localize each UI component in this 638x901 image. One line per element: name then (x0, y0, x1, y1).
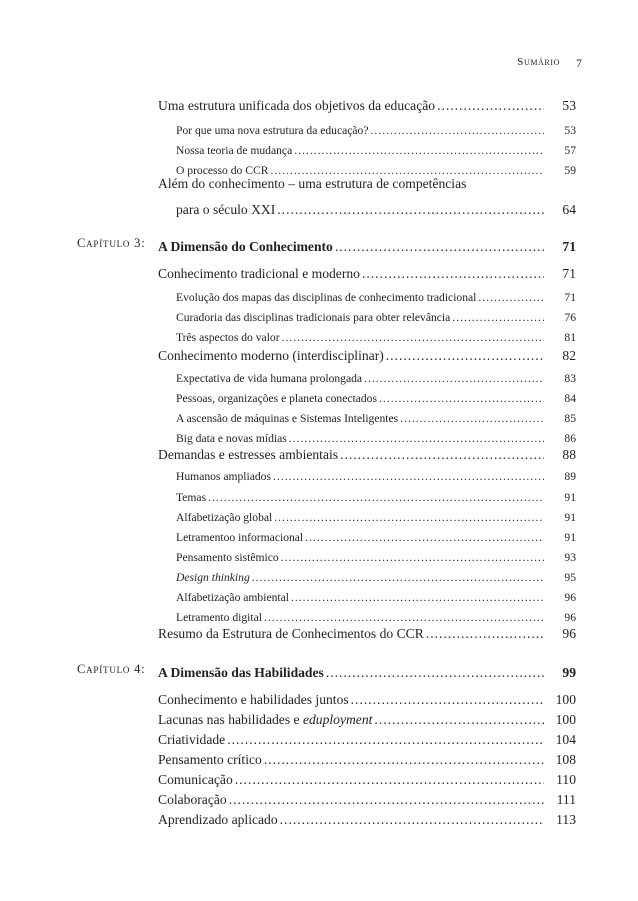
dot-leader (274, 511, 544, 524)
dot-leader (264, 752, 544, 768)
toc-entry-label: Conhecimento e habilidades juntos (158, 692, 349, 707)
toc-entry-page: 91 (564, 511, 576, 524)
toc-entry-page: 85 (564, 412, 576, 425)
toc-entry[interactable] (158, 808, 576, 828)
chapter-title: A Dimensão das Habilidades (158, 665, 324, 680)
chapter-page: 71 (562, 239, 576, 254)
dot-leader (374, 712, 544, 728)
toc-subentry[interactable] (158, 157, 576, 177)
toc-entry-page: 82 (562, 348, 576, 363)
dot-leader (426, 626, 544, 642)
toc-entry-page: 57 (564, 144, 576, 157)
toc-entry-page: 100 (555, 712, 576, 727)
toc-entry-label: Letramento digital (176, 611, 262, 624)
toc-entry[interactable] (158, 94, 576, 114)
dot-leader (281, 551, 544, 564)
toc-entry-label (158, 712, 372, 728)
dot-leader (437, 98, 544, 114)
toc-entry-label-cont: para o século XXI (176, 202, 276, 217)
toc-entry-label: Nossa teoria de mudança (176, 144, 293, 157)
toc-entry-page: 53 (564, 124, 576, 137)
toc-entry-page: 89 (564, 470, 576, 483)
dot-leader (351, 692, 544, 708)
chapter-entry[interactable] (158, 235, 576, 255)
toc-entry[interactable] (158, 344, 576, 364)
toc-entry[interactable] (158, 262, 576, 282)
toc-entry-label: Conhecimento tradicional e moderno (158, 266, 360, 281)
dot-leader (335, 239, 544, 255)
dot-leader (227, 732, 544, 748)
toc-subentry[interactable] (158, 524, 576, 544)
toc-entry-page: 96 (562, 626, 576, 641)
toc-entry-label: Comunicação (158, 772, 233, 787)
toc-entry-page: 110 (556, 772, 576, 787)
running-head (0, 56, 638, 76)
toc-entry-label: Design thinking (176, 571, 250, 584)
dot-leader (400, 412, 544, 425)
dot-leader (229, 792, 544, 808)
toc-entry[interactable] (158, 622, 576, 642)
toc-entry-label: A ascensão de máquinas e Sistemas Inteligentes (176, 412, 399, 425)
dot-leader (282, 331, 544, 344)
dot-leader (362, 266, 544, 282)
chapter-number-label: Capítulo 4: (77, 662, 146, 676)
toc-entry-label: Big data e novas mídias (176, 432, 287, 445)
toc-subentry[interactable] (158, 385, 576, 405)
toc-subentry[interactable] (158, 365, 576, 385)
toc-subentry[interactable] (158, 584, 576, 604)
toc-subentry[interactable] (158, 284, 576, 304)
dot-leader (326, 665, 544, 681)
toc-entry-label: Uma estrutura unificada dos objetivos da educação (158, 98, 436, 113)
toc-entry-label[interactable]: Além do conhecimento – uma estrutura de competências (158, 176, 467, 191)
toc-entry-label-text: Lacunas nas habilidades e (158, 712, 303, 727)
toc-entry[interactable] (158, 443, 576, 463)
toc-subentry[interactable] (158, 117, 576, 137)
toc-entry[interactable] (158, 198, 576, 218)
toc-entry-page: 95 (564, 571, 576, 584)
toc-entry-page: 86 (564, 432, 576, 445)
page-number: 7 (576, 56, 582, 70)
dot-leader (273, 470, 544, 483)
dot-leader (478, 291, 544, 304)
toc-entry-label: Resumo da Estrutura de Conhecimentos do CCR (158, 626, 424, 641)
toc-entry[interactable] (158, 748, 576, 768)
toc-entry-label: Curadoria das disciplinas tradicionais para obter relevância (176, 311, 451, 324)
toc-entry-page: 93 (564, 551, 576, 564)
toc-entry-page: 71 (564, 291, 576, 304)
toc-entry-label: Aprendizado aplicado (158, 812, 278, 827)
dot-leader (379, 392, 544, 405)
chapter-title: A Dimensão do Conhecimento (158, 239, 333, 254)
dot-leader (294, 144, 544, 157)
toc-entry-page: 111 (556, 792, 576, 807)
dot-leader (386, 348, 544, 364)
toc-entry-page: 104 (555, 732, 576, 747)
toc-entry-page: 59 (564, 164, 576, 177)
dot-leader (305, 531, 544, 544)
toc-entry-label: Por que uma nova estrutura da educação? (176, 124, 369, 137)
chapter-entry[interactable] (158, 661, 576, 681)
toc-entry-page: 71 (562, 266, 576, 281)
toc-entry-label: Pensamento crítico (158, 752, 262, 767)
toc-entry-page: 113 (556, 812, 576, 827)
toc-entry-label-italic: eduployment (302, 712, 373, 727)
toc-subentry[interactable] (158, 604, 576, 624)
toc-subentry[interactable] (158, 405, 576, 425)
toc-entry-page: 91 (564, 491, 576, 504)
dot-leader (235, 772, 544, 788)
toc-entry-label: Temas (176, 491, 207, 504)
toc-subentry[interactable] (158, 564, 576, 584)
toc-entry-page: 53 (562, 98, 576, 113)
dot-leader (252, 571, 544, 584)
toc-entry-page: 88 (562, 447, 576, 462)
toc-entry-label: Alfabetização global (176, 511, 273, 524)
toc-entry-label: Conhecimento moderno (interdisciplinar) (158, 348, 384, 363)
toc-entry-label: Colaboração (158, 792, 227, 807)
toc-entry[interactable] (158, 688, 576, 708)
toc-entry-label: Evolução dos mapas das disciplinas de conhecimento tradicional (176, 291, 477, 304)
toc-entry-label: Letramentoo informacional (176, 531, 304, 544)
toc-subentry[interactable] (158, 484, 576, 504)
toc-entry-label: Três aspectos do valor (176, 331, 280, 344)
toc-subentry[interactable] (158, 544, 576, 564)
toc-entry-label: Pensamento sistêmico (176, 551, 279, 564)
toc-entry-label: Humanos ampliados (176, 470, 271, 483)
toc-subentry[interactable] (158, 504, 576, 524)
dot-leader (280, 812, 544, 828)
dot-leader (291, 591, 544, 604)
toc-subentry[interactable] (158, 463, 576, 483)
toc-entry-page: 64 (562, 202, 576, 217)
toc-subentry[interactable] (158, 324, 576, 344)
dot-leader (208, 491, 544, 504)
dot-leader (452, 311, 544, 324)
toc-entry-label: Alfabetização ambiental (176, 591, 289, 604)
toc-entry-page: 84 (564, 392, 576, 405)
toc-subentry[interactable] (158, 137, 576, 157)
toc-subentry[interactable] (158, 304, 576, 324)
dot-leader (340, 447, 544, 463)
dot-leader (277, 202, 544, 218)
chapter-page: 99 (562, 665, 576, 680)
toc-entry-page: 100 (555, 692, 576, 707)
toc-entry-label: Pessoas, organizações e planeta conectados (176, 392, 377, 405)
toc-entry-page: 96 (564, 591, 576, 604)
dot-leader (371, 124, 544, 137)
chapter-number-label: Capítulo 3: (77, 236, 146, 250)
toc-entry[interactable] (158, 788, 576, 808)
toc-entry-page: 96 (564, 611, 576, 624)
toc-entry-page: 91 (564, 531, 576, 544)
toc-entry-page: 81 (564, 331, 576, 344)
toc-entry-page: 83 (564, 372, 576, 385)
toc-entry-label: O processo do CCR (176, 164, 269, 177)
running-head-title: Sumário (517, 56, 560, 68)
toc-entry[interactable] (158, 708, 576, 728)
toc-entry[interactable] (158, 768, 576, 788)
toc-entry[interactable] (158, 728, 576, 748)
toc-entry-page: 108 (555, 752, 576, 767)
toc-entry-label: Criatividade (158, 732, 226, 747)
toc-entry-label: Expectativa de vida humana prolongada (176, 372, 363, 385)
toc-entry-page: 76 (564, 311, 576, 324)
toc-subentry[interactable] (158, 425, 576, 445)
toc-entry-label: Demandas e estresses ambientais (158, 447, 339, 462)
dot-leader (364, 372, 544, 385)
